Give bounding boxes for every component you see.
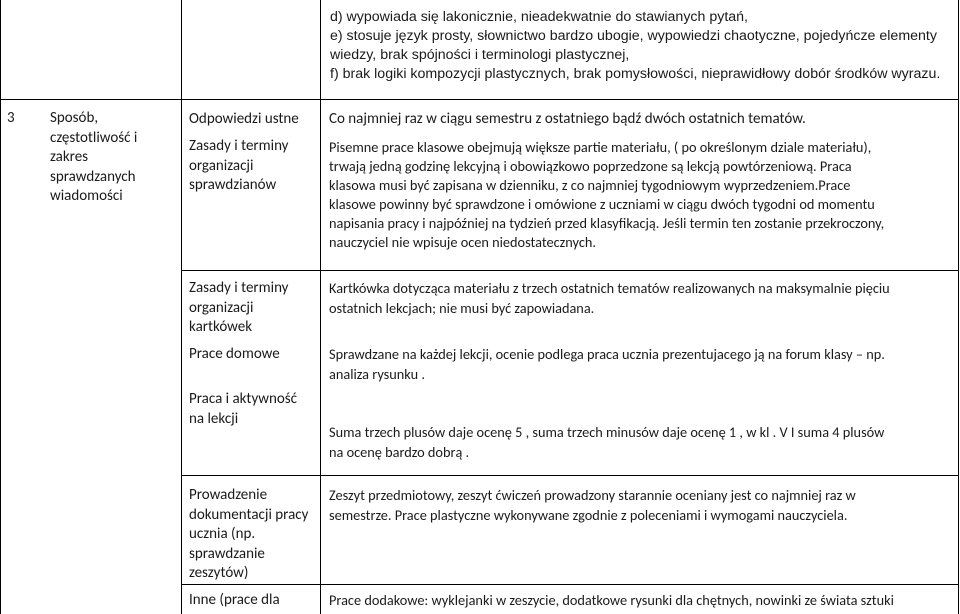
row-text-kartkowki (329, 279, 890, 318)
row-text-line: Prace dodakowe: wyklejanki w zeszycie, dodatkowe rysunki dla chętnych, nowinki ze świata sztuki (329, 591, 894, 609)
row-label-line: dokumentacji pracy (189, 505, 309, 524)
row-label-inne (189, 591, 280, 610)
row-label-line: ucznia (np. (189, 525, 256, 543)
row-label-line: kartkówek (189, 318, 253, 336)
row-label-prace-domowe (189, 345, 280, 364)
row-text-inne (329, 591, 894, 610)
row-text-line: Kartkówka dotycząca materiału z trzech ostatnich tematów realizowanych na maksymalnie pięciu (329, 279, 890, 297)
column-divider-2 (320, 0, 321, 614)
row-text-line: trwają jedną godzinę lekcyjną i obowiązkowo poprzedzone są lekcją powtórzeniową. Praca (329, 157, 852, 175)
table-left-border (0, 0, 1, 614)
row-label-line: organizacji (189, 298, 254, 317)
row-divider-dokumentacja (181, 584, 959, 585)
row-label-line: zeszytów) (189, 564, 249, 582)
section-title-line: sprawdzanych (50, 167, 136, 186)
row-label-line: Praca i aktywność (189, 390, 298, 408)
row-label-kartkowki (189, 279, 288, 338)
row-text-prace-domowe (329, 345, 885, 384)
row-text-line: nauczyciel nie wpisuje ocen niedostatecznych. (329, 233, 597, 251)
row-text-line: ostatnich lekcjach; nie musi być zapowiadana. (329, 298, 595, 317)
section-title-line: częstotliwość i (50, 128, 138, 147)
row-text-line: klasowe powinny być sprawdzone i omówione z uczniami w ciągu dwóch tygodni od momentu (329, 195, 875, 213)
row-text-aktywnosc (329, 423, 884, 462)
row-label-line: sprawdzanie (189, 544, 265, 563)
section-title-line: Sposób, (50, 109, 99, 127)
row-label-line: Inne (prace dla (189, 591, 280, 609)
criteria-line: d) wypowiada się lakonicznie, nieadekwatnie do stawianych pytań, (330, 9, 748, 25)
row-text-sprawdziany (329, 138, 884, 252)
column-divider-1 (181, 0, 182, 614)
criteria-line: wiedzy, brak spójności i terminologi plastycznej, (330, 47, 630, 63)
row-divider-sprawdziany (181, 270, 959, 271)
row-label-line: Prowadzenie (189, 486, 268, 504)
section-title (50, 109, 137, 207)
row-text-line: Co najmniej raz w ciągu semestru z ostatniego bądź dwóch ostatnich tematów. (329, 110, 806, 128)
top-criteria-list (330, 8, 940, 84)
row-text-line: napisania pracy i najpóźniej na tydzień przed klasyfikacją. Jeśli termin ten zostanie przekroczony, (329, 214, 885, 232)
row-text-line: na ocenę bardzo dobrą . (329, 442, 470, 461)
row-label-sprawdziany (189, 137, 288, 196)
row-label-line: organizacji (189, 156, 254, 175)
row-text-line: Sprawdzane na każdej lekcji, ocenie podlega praca ucznia prezentujacego ją na forum klasy – np. (329, 345, 885, 363)
row-text-line: semestrze. Prace plastyczne wykonywane zgodnie z poleceniami i wymogami nauczyciela. (329, 505, 848, 524)
row-text-line: klasowa musi być zapisana w dzienniku, z co najmniej tygodniowym wyprzedzeniem.Prace (329, 176, 851, 194)
row-label-aktywnosc (189, 390, 297, 429)
row-label-line: Odpowiedzi ustne (189, 110, 299, 128)
row-text-line: Pisemne prace klasowe obejmują większe partie materiału, ( po określonym dziale materiału), (329, 138, 872, 156)
table-right-border (958, 0, 959, 614)
row-label-line: Zasady i terminy (189, 137, 289, 155)
row-text-line: analiza rysunku . (329, 364, 425, 383)
row-text-line: Zeszyt przedmiotowy, zeszyt ćwiczeń prowadzony starannie oceniany jest co najmniej raz w (329, 486, 856, 504)
criteria-line: e) stosuje język prosty, słownictwo bardzo ubogie, wypowiedzi chaotyczne, pojedyńcze elementy (330, 28, 937, 44)
section-title-line: zakres (50, 148, 89, 166)
section-title-line: wiadomości (50, 187, 123, 205)
row-text-line: Suma trzech plusów daje ocenę 5 , suma trzech minusów daje ocenę 1 , w kl . V I suma 4 plusów (329, 423, 885, 441)
row-label-line: Zasady i terminy (189, 279, 289, 297)
row-label-line: na lekcji (189, 409, 239, 428)
row-label-line: sprawdzianów (189, 176, 277, 194)
row-label-odpowiedzi-ustne (189, 110, 299, 129)
row-divider-top-section (0, 99, 959, 100)
row-label-dokumentacja (189, 486, 308, 584)
criteria-line: f) brak logiki kompozycji plastycznych, brak pomysłowości, nieprawidłowy dobór środków wyrazu. (330, 66, 941, 82)
row-text-dokumentacja (329, 486, 856, 525)
row-label-line: Prace domowe (189, 345, 280, 363)
row-text-odpowiedzi-ustne (329, 110, 806, 129)
section-number: 3 (7, 109, 15, 127)
row-divider-kartkowki (181, 475, 959, 476)
